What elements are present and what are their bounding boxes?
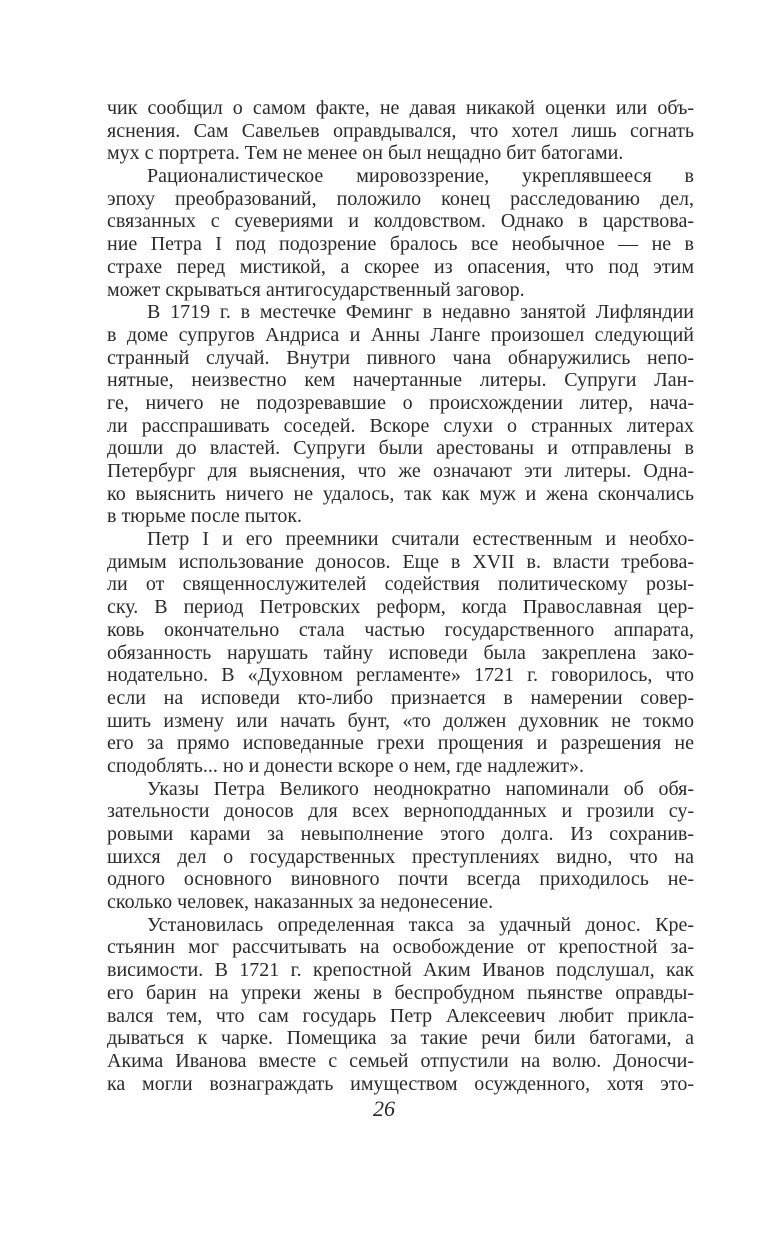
text-line: Рационалистическое мировоззрение, укреплявшееся в (147, 165, 694, 188)
text-line: сколько человек, наказанных за недонесение. (107, 891, 494, 914)
text-line: Петр I и его преемники считали естественным и необхо- (147, 528, 694, 551)
paragraph (107, 165, 694, 301)
text-line: нодательно. В «Духовном регламенте» 1721 г. говорилось, что (107, 664, 694, 687)
text-line: шить измену или начать бунт, «то должен духовник не токмо (107, 709, 694, 732)
text-line: сподоблять... но и донести вскоре о нем, где надлежит». (107, 754, 585, 777)
text-line: ли расспрашивать соседей. Вскоре слухи о странных литерах (107, 414, 694, 437)
text-line: висимости. В 1721 г. крепостной Аким Иванов подслушал, как (107, 959, 694, 982)
text-line: одного основного виновного почти всегда приходилось не- (107, 868, 694, 891)
text-line: его за прямо исповеданные грехи прощения и разрешения не (107, 732, 694, 755)
text-line: может скрываться антигосударственный заговор. (107, 278, 525, 301)
text-line: странный случай. Внутри пивного чана обнаружились непо- (107, 346, 694, 369)
text-line: страхе перед мистикой, а скорее из опасения, что под этим (107, 255, 694, 278)
text-line: В 1719 г. в местечке Феминг в недавно занятой Лифляндии (147, 301, 694, 324)
text-line: шихся дел о государственных преступлениях видно, что на (107, 845, 694, 868)
text-line: зательности доносов для всех верноподданных и грозили су- (107, 800, 694, 823)
text-line: ровыми карами за невыполнение этого долга. Из сохранив- (107, 823, 694, 845)
text-line: ли от священнослужителей содействия политическому розы- (107, 573, 694, 596)
page-number: 26 (373, 1096, 395, 1121)
text-line: ску. В период Петровских реформ, когда Православная цер- (107, 596, 694, 619)
text-line: ние Петра I под подозрение бралось все необычное — не в (107, 233, 694, 256)
text-line: яснения. Сам Савельев оправдывался, что хотел лишь согнать (107, 119, 694, 142)
text-line: его барин на упреки жены в беспробудном пьянстве оправды- (107, 981, 694, 1004)
text-line: дошли до властей. Супруги были арестованы и отправлены в (107, 437, 694, 460)
text-line: мух с портрета. Тем не менее он был нещадно бит батогами. (107, 142, 624, 165)
text-line: Петербург для выяснения, что же означают эти литеры. Одна- (107, 460, 694, 482)
text-line: эпоху преобразований, положило конец расследованию дел, (107, 187, 694, 210)
book-page-text (107, 97, 694, 1095)
text-line: ге, ничего не подозревавшие о происхождении литер, нача- (107, 391, 694, 414)
text-line: если на исповеди кто-либо признается в намерении совер- (107, 686, 694, 709)
text-line: связанных с суевериями и колдовством. Однако в царствова- (107, 210, 694, 233)
text-line: ко выяснить ничего не удалось, так как муж и жена скончались (107, 482, 694, 505)
paragraph (107, 301, 694, 528)
paragraph (107, 778, 694, 914)
paragraph (107, 914, 694, 1096)
text-line: в тюрьме после пыток. (107, 505, 303, 528)
text-line: нятные, неизвестно кем начертанные литеры. Супруги Лан- (107, 369, 694, 392)
text-line: в доме супругов Андриса и Анны Ланге произошел следующий (107, 323, 694, 346)
text-line: стьянин мог рассчитывать на освобождение от крепостной за- (107, 936, 694, 959)
text-line: Указы Петра Великого неоднократно напоминали об обя- (147, 777, 694, 800)
paragraph (107, 528, 694, 778)
text-line: Установилась определенная такса за удачный донос. Кре- (147, 913, 694, 936)
text-line: ка могли вознаграждать имуществом осужденного, хотя это- (107, 1072, 694, 1095)
text-line: димым использование доносов. Еще в XVII в. власти требова- (107, 550, 694, 573)
text-line: чик сообщил о самом факте, не давая никакой оценки или объ- (107, 97, 694, 119)
text-line: дываться к чарке. Помещика за такие речи били батогами, а (107, 1027, 694, 1050)
text-line: ковь окончательно стала частью государственного аппарата, (107, 618, 694, 641)
text-line: обязанность нарушать тайну исповеди была закреплена зако- (107, 641, 694, 664)
text-line: вался тем, что сам государь Петр Алексеевич любит прикла- (107, 1004, 694, 1027)
text-line: Акима Иванова вместе с семьей отпустили на волю. Доносчи- (107, 1049, 694, 1072)
paragraph (107, 97, 694, 165)
